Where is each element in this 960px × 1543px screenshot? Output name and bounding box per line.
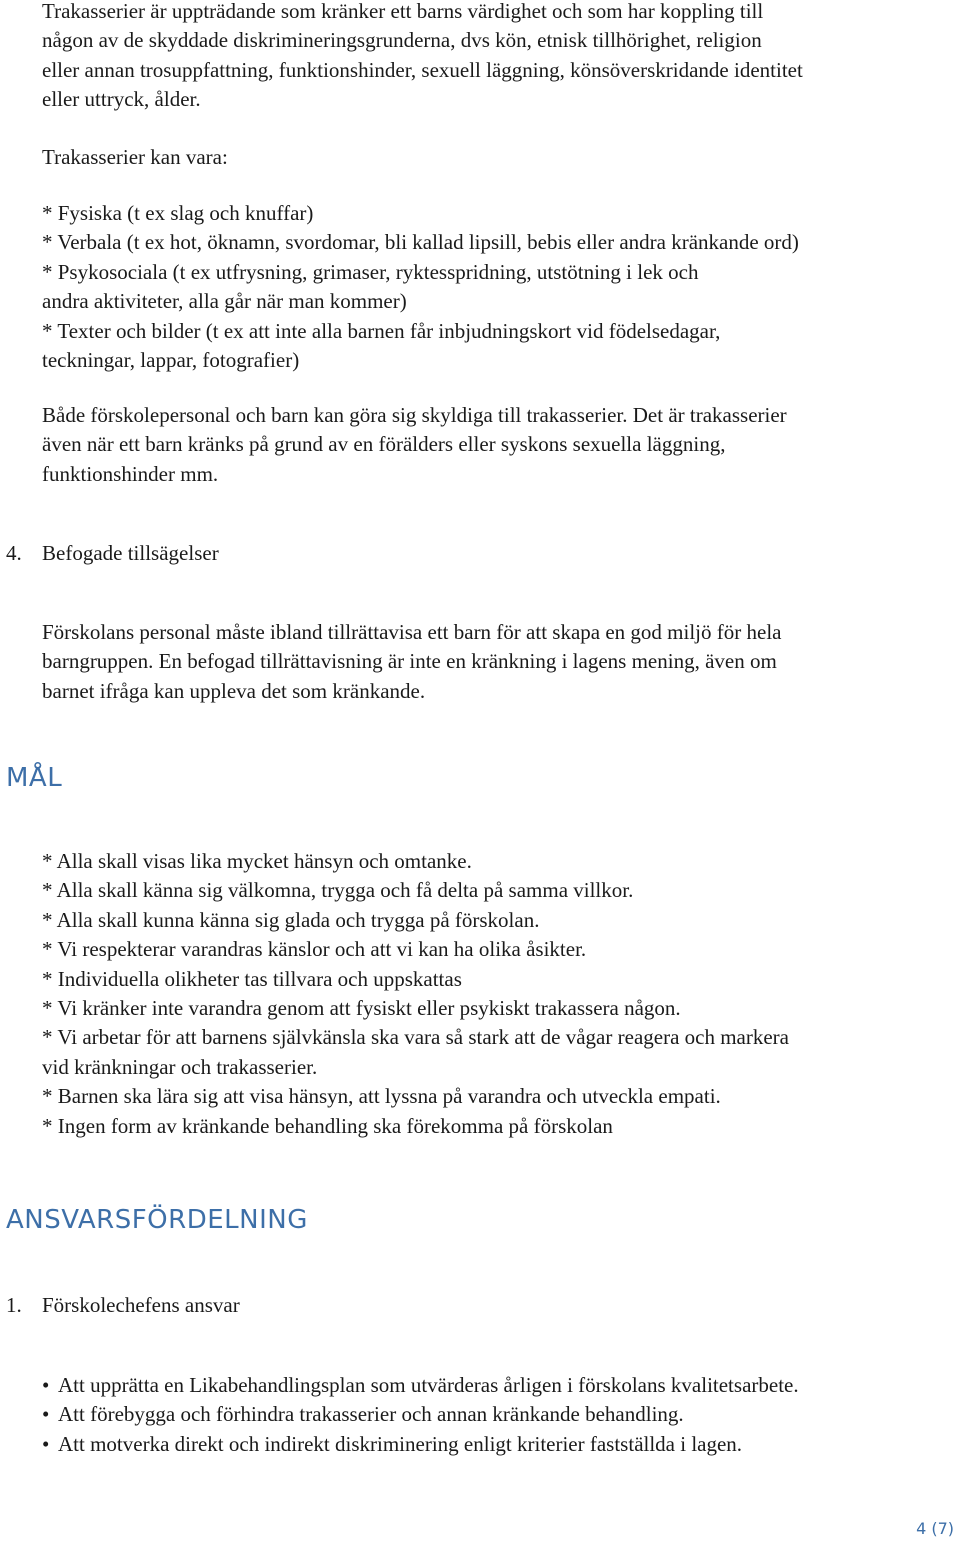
bullet-item: • Att motverka direkt och indirekt diskriminering enligt kriterier fastställda i lagen. [42, 1430, 954, 1459]
list-item: * Verbala (t ex hot, öknamn, svordomar, bli kallad lipsill, bebis eller andra kränkande ord) [42, 230, 799, 255]
list-item: * Alla skall kunna känna sig glada och trygga på förskolan. [42, 907, 540, 932]
befogade-paragraph [42, 618, 954, 706]
text-line: eller uttryck, ålder. [42, 87, 201, 112]
kan-vara-label: Trakasserier kan vara: [42, 145, 228, 169]
page-number: 4 (7) [916, 1519, 954, 1538]
ansvar-heading: ANSVARSFÖRDELNING [6, 1205, 308, 1235]
intro-paragraph [42, 0, 954, 115]
section-4-heading [6, 539, 954, 568]
list-item: * Barnen ska lära sig att visa hänsyn, att lyssna på varandra och utveckla empati. [42, 1084, 721, 1109]
text-line: Både förskolepersonal och barn kan göra sig skyldiga till trakasserier. Det är trakasserier [42, 403, 787, 427]
list-item: * Vi respekterar varandras känslor och att vi kan ha olika åsikter. [42, 937, 587, 962]
mal-list [42, 847, 954, 1141]
text-line: någon av de skyddade diskrimineringsgrunderna, dvs kön, etnisk tillhörighet, religion [42, 28, 762, 53]
bullet-item: • Att förebygga och förhindra trakasserier och annan kränkande behandling. [42, 1400, 954, 1429]
list-item: andra aktiviteter, alla går när man kommer) [42, 289, 407, 314]
list-item: * Psykosociala (t ex utfrysning, grimaser, ryktesspridning, utstötning i lek och [42, 259, 699, 284]
text-line: eller annan trosuppfattning, funktionshinder, sexuell läggning, könsöverskridande identitet [42, 57, 803, 82]
list-item: vid kränkningar och trakasserier. [42, 1054, 318, 1079]
bullet-item: • Att upprätta en Likabehandlingsplan som utvärderas årligen i förskolans kvalitetsarbete. [42, 1371, 954, 1400]
ansvar-bullet-list [42, 1371, 954, 1459]
forskolechef-subheading [6, 1291, 954, 1320]
list-item: * Texter och bilder (t ex att inte alla barnen får inbjudningskort vid födelsedagar, [42, 318, 721, 343]
section-number: 4. [6, 541, 22, 565]
trakasserier-types-list [42, 199, 954, 375]
text-line: barnet ifråga kan uppleva det som kränkande. [42, 678, 426, 703]
section-title: Förskolechefens ansvar [42, 1293, 240, 1317]
list-item: * Ingen form av kränkande behandling ska förekomma på förskolan [42, 1113, 613, 1138]
text-line: funktionshinder mm. [42, 461, 219, 486]
list-item: * Alla skall känna sig välkomna, trygga och få delta på samma villkor. [42, 878, 634, 903]
mal-heading: MÅL [6, 763, 63, 793]
both-paragraph [42, 401, 954, 489]
text-line: även när ett barn kränks på grund av en förälders eller syskons sexuella läggning, [42, 432, 726, 457]
list-item: * Vi arbetar för att barnens självkänsla ska vara så stark att de vågar reagera och markera [42, 1025, 789, 1050]
list-item: * Fysiska (t ex slag och knuffar) [42, 201, 314, 225]
section-number: 1. [6, 1293, 22, 1317]
list-item: * Vi kränker inte varandra genom att fysiskt eller psykiskt trakassera någon. [42, 996, 681, 1021]
section-title: Befogade tillsägelser [42, 541, 219, 565]
list-item: teckningar, lappar, fotografier) [42, 348, 300, 373]
text-line: Trakasserier är uppträdande som kränker ett barns värdighet och som har koppling till [42, 0, 764, 23]
list-item: * Individuella olikheter tas tillvara och uppskattas [42, 966, 462, 991]
text-line: Förskolans personal måste ibland tillrättavisa ett barn för att skapa en god miljö för hela [42, 620, 782, 644]
text-line: barngruppen. En befogad tillrättavisning är inte en kränkning i lagens mening, även om [42, 649, 777, 674]
list-item: * Alla skall visas lika mycket hänsyn och omtanke. [42, 849, 472, 873]
